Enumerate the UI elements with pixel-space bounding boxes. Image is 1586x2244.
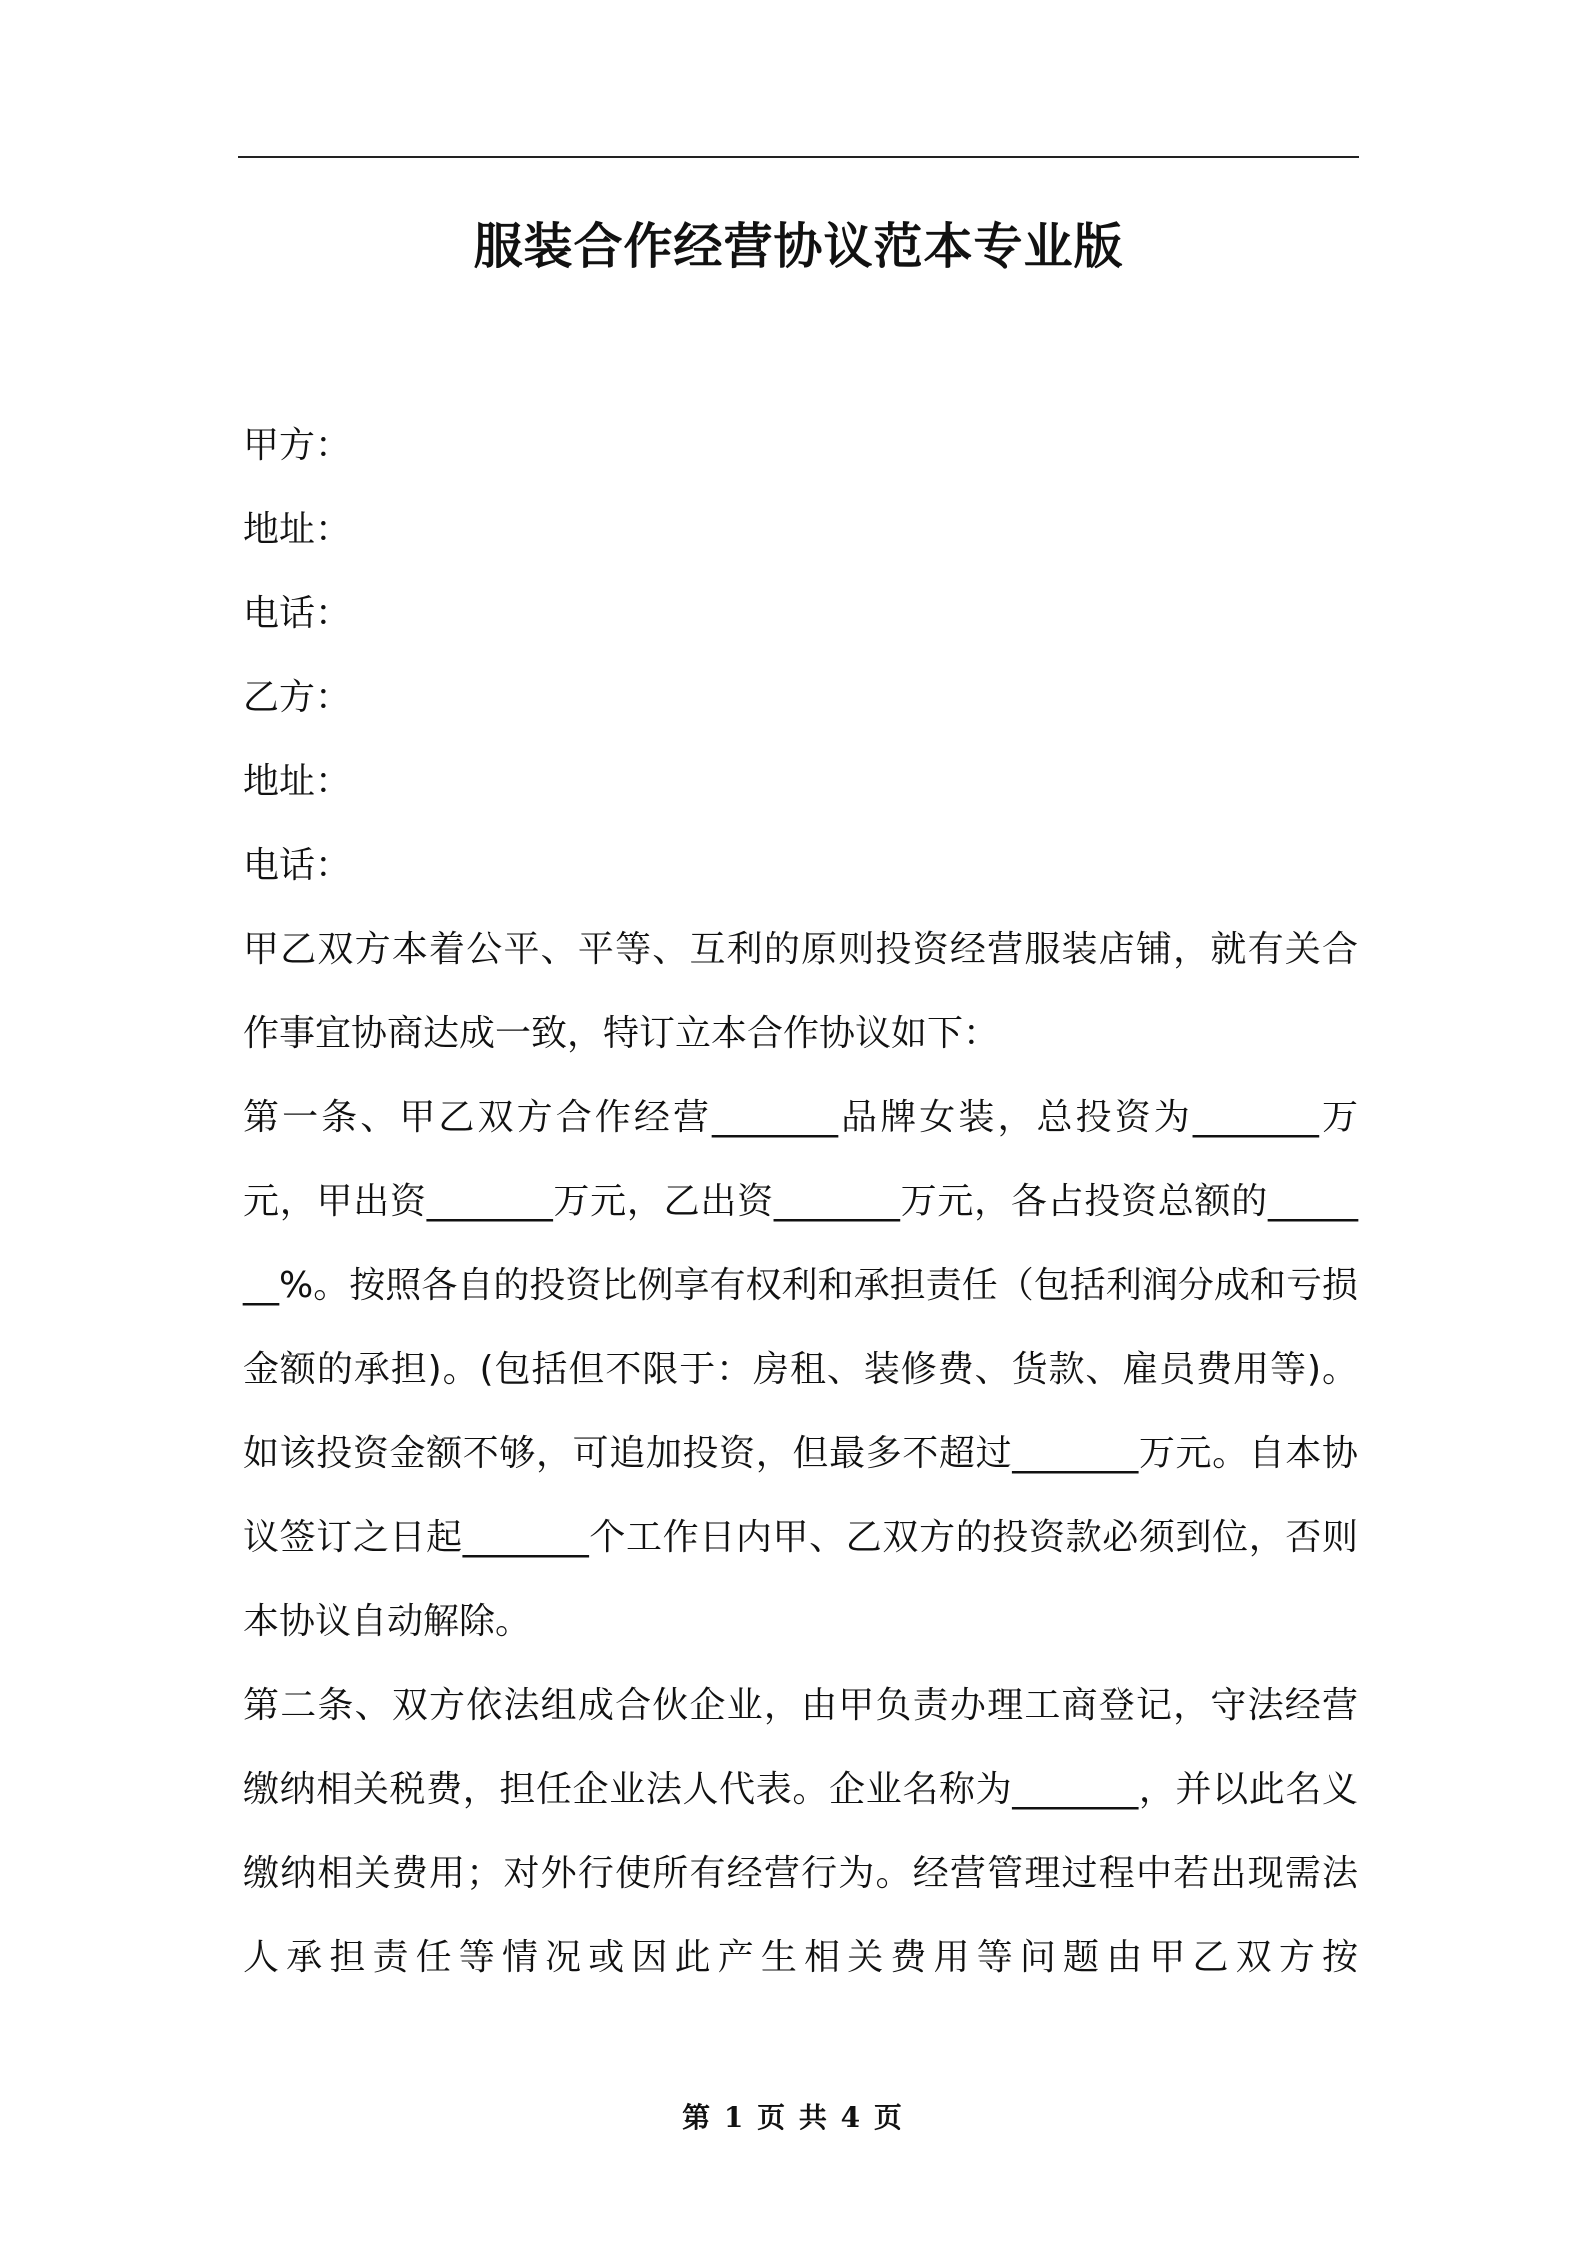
page-number: 第 1 页 共 4 页 <box>682 2101 904 2134</box>
article-1-paragraph: 第一条、甲乙双方合作经营_______品牌女装，总投资为_______万元，甲出资_______万元，乙出资_______万元，各占投资总额的_______%。按照各自的投资比例享有权利和承担责任（包括利润分成和亏损金额的承担)。(包括但不限于：房租、装修费、货款、雇员费用等)。如该投资金额不够，可追加投资，但最多不超过_______万元。自本协议签订之日起_______个工作日内甲、乙双方的投资款必须到位，否则本协议自动解除。 <box>243 1097 1358 1642</box>
header-rule <box>238 156 1359 158</box>
party-b-label: 乙方： <box>243 677 352 718</box>
document-body <box>243 404 1358 2000</box>
party-a-address-label: 地址： <box>243 509 352 550</box>
party-b-address-label: 地址： <box>243 761 352 802</box>
article-2-paragraph: 第二条、双方依法组成合伙企业，由甲负责办理工商登记，守法经营缴纳相关税费，担任企业法人代表。企业名称为_______，并以此名义缴纳相关费用；对外行使所有经营行为。经营管理过程中若出现需法人承担责任等情况或因此产生相关费用等问题由甲乙双方按 <box>243 1685 1358 1978</box>
party-a-phone-label: 电话： <box>243 593 352 634</box>
party-a-label: 甲方： <box>243 425 352 466</box>
document-title: 服装合作经营协议范本专业版 <box>473 218 1124 275</box>
party-b-phone-label: 电话： <box>243 845 352 886</box>
intro-paragraph: 甲乙双方本着公平、平等、互利的原则投资经营服装店铺，就有关合作事宜协商达成一致，特订立本合作协议如下： <box>243 929 1358 1054</box>
